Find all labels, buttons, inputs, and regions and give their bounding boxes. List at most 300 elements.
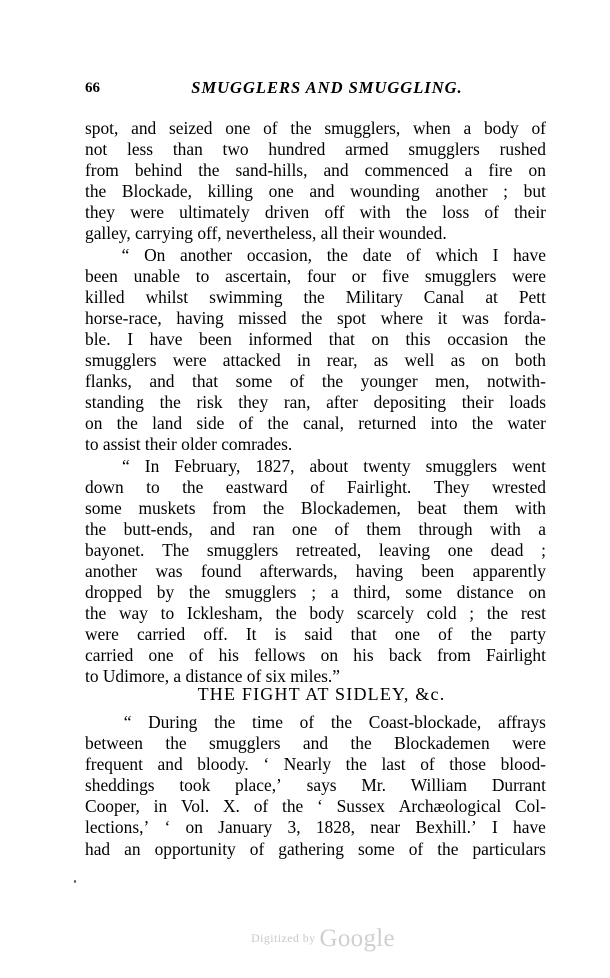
watermark-logo: Google — [319, 925, 395, 952]
word: four — [307, 265, 336, 286]
word: on — [528, 582, 546, 603]
word: and — [149, 371, 175, 392]
line-text: galley, carrying off, nevertheless, all their wounded. — [85, 223, 447, 244]
word: last — [381, 754, 406, 775]
word: of — [484, 202, 499, 223]
word: flanks, — [85, 371, 132, 392]
word: the — [85, 181, 107, 202]
word: William — [410, 775, 468, 796]
word: in — [296, 350, 311, 371]
body-text-block-after-heading — [85, 712, 546, 860]
word: the — [301, 307, 323, 328]
word: apparently — [472, 560, 546, 581]
word: the — [303, 286, 325, 307]
word: frequent — [85, 754, 143, 775]
word: afterwards, — [259, 560, 338, 581]
word: ; — [541, 539, 546, 560]
word: of — [531, 118, 546, 138]
word: rear, — [326, 350, 358, 371]
word: back — [388, 645, 422, 666]
word: ascertain, — [225, 265, 292, 286]
word: on — [320, 645, 339, 666]
word: standing — [85, 392, 144, 413]
word: Col- — [514, 796, 546, 817]
text-line — [85, 202, 546, 223]
word: bayonet. — [85, 539, 145, 560]
text-line — [85, 392, 546, 413]
word: were — [172, 350, 207, 371]
word: of — [263, 118, 278, 138]
word: one — [447, 539, 473, 560]
word: place,’ — [235, 775, 282, 796]
word: but — [523, 181, 546, 202]
word: Sussex — [336, 796, 385, 817]
word: affrays — [497, 712, 546, 732]
word: two — [222, 139, 249, 160]
word: distance — [456, 582, 514, 603]
word: were — [512, 733, 546, 754]
text-line — [85, 754, 546, 775]
word: particulars — [472, 838, 546, 859]
word: spot, — [85, 118, 119, 138]
word: with — [514, 497, 546, 518]
text-line — [85, 839, 546, 860]
word: ; — [503, 181, 509, 202]
word: hundred — [268, 139, 326, 160]
word: January — [218, 817, 273, 838]
paragraph-indent — [85, 712, 107, 733]
word: missed — [238, 307, 287, 328]
text-line — [85, 245, 546, 266]
word: ultimately — [179, 202, 250, 223]
scan-artifact-speck — [74, 880, 76, 883]
word: were — [512, 265, 546, 286]
word: side — [196, 413, 225, 434]
word: Fairlight — [486, 645, 546, 666]
word: During — [148, 712, 198, 732]
word: not — [85, 139, 108, 160]
text-line — [85, 603, 546, 624]
word: his — [353, 645, 374, 666]
word: after — [326, 392, 358, 413]
word: dropped — [85, 582, 142, 603]
word: ‘ — [263, 754, 270, 775]
word: beat — [417, 497, 447, 518]
word: men, — [435, 371, 470, 392]
text-line — [85, 775, 546, 796]
watermark-prefix: Digitized by — [251, 931, 316, 945]
word: third, — [353, 582, 391, 603]
word: says — [306, 775, 337, 796]
word: Coast-blockade, — [368, 712, 482, 732]
word: five — [382, 265, 410, 286]
text-line — [85, 350, 546, 371]
word: the — [267, 413, 289, 434]
word: Vol. — [180, 796, 210, 817]
text-line — [85, 733, 546, 754]
word: Mr. — [361, 775, 386, 796]
word: of — [406, 244, 421, 265]
word: both — [515, 350, 546, 371]
text-line — [85, 624, 546, 645]
word: them — [366, 518, 402, 539]
word: ; — [469, 603, 475, 624]
text-line — [85, 329, 546, 350]
line-text: to assist their older comrades. — [85, 434, 293, 455]
text-line — [85, 561, 546, 582]
text-line — [85, 540, 546, 561]
word: of — [249, 838, 265, 859]
word: “ — [121, 244, 130, 265]
word: 1827, — [255, 455, 295, 476]
word: They — [433, 476, 470, 497]
word: I — [492, 244, 499, 265]
word: of — [408, 838, 424, 859]
word: blood- — [500, 754, 546, 775]
word: with — [359, 202, 391, 223]
word: another — [435, 181, 488, 202]
word: ran, — [283, 392, 311, 413]
word: their — [461, 392, 494, 413]
paragraph — [85, 712, 546, 860]
text-line — [85, 413, 546, 434]
word: one — [148, 645, 174, 666]
text-line — [85, 223, 546, 244]
word: of — [188, 645, 204, 666]
word: wrested — [491, 476, 546, 497]
word: smugglers — [206, 539, 279, 560]
word: ‘ — [164, 817, 171, 838]
word: Cooper, — [85, 796, 140, 817]
word: the — [282, 796, 304, 817]
running-head — [85, 78, 545, 100]
word: the — [350, 733, 372, 754]
word: returned — [358, 413, 417, 434]
word: smugglers — [408, 139, 480, 160]
word: at — [485, 286, 498, 307]
word: armed — [345, 139, 389, 160]
word: muskets — [138, 497, 196, 518]
word: to — [146, 476, 160, 497]
word: between — [85, 733, 143, 754]
word: twenty — [363, 455, 411, 476]
word: driven — [264, 202, 310, 223]
word: fire — [488, 160, 513, 181]
word: canal, — [302, 413, 344, 434]
word: Fairlight. — [347, 476, 412, 497]
word: the — [188, 582, 211, 603]
word: smugglers — [85, 350, 157, 371]
word: leaving — [378, 539, 431, 560]
word: his — [218, 645, 239, 666]
word: Bexhill.’ — [415, 817, 477, 838]
word: to — [160, 603, 175, 624]
word: butt-ends, — [123, 518, 193, 539]
word: Canal — [423, 286, 465, 307]
body-text-block — [85, 118, 546, 688]
word: I — [127, 328, 133, 349]
word: one — [394, 624, 420, 645]
word: spot — [336, 307, 366, 328]
word: another — [180, 244, 233, 265]
word: the — [198, 160, 220, 181]
text-line — [85, 160, 546, 181]
word: wounding — [350, 181, 420, 202]
word: off. — [203, 624, 228, 645]
word: February, — [174, 455, 241, 476]
word: the — [437, 838, 459, 859]
word: as — [373, 350, 389, 371]
word: it — [437, 307, 448, 328]
word: Blockademen — [394, 733, 490, 754]
word: some — [405, 582, 442, 603]
word: ‘ — [317, 796, 323, 817]
word: or — [351, 265, 367, 286]
word: It — [245, 624, 257, 645]
word: on — [85, 413, 103, 434]
word: with — [489, 518, 521, 539]
word: occasion — [447, 328, 509, 349]
word: occasion, — [246, 244, 313, 265]
word: an — [124, 838, 141, 859]
word: the — [275, 603, 297, 624]
word: some — [85, 497, 122, 518]
text-line — [85, 519, 546, 540]
word: than — [172, 139, 203, 160]
word: have — [513, 817, 546, 838]
word: found — [200, 560, 242, 581]
text-line — [85, 266, 546, 287]
word: smugglers — [224, 582, 297, 603]
word: of — [334, 518, 350, 539]
word: ; — [311, 582, 317, 603]
word: bloody. — [197, 754, 249, 775]
word: near — [370, 817, 401, 838]
word: body — [309, 603, 345, 624]
word: behind — [134, 160, 183, 181]
text-line — [85, 477, 546, 498]
word: them — [463, 497, 499, 518]
word: informed — [248, 328, 313, 349]
word: rest — [520, 603, 546, 624]
word: Military — [345, 286, 403, 307]
word: the — [470, 624, 492, 645]
word: the — [486, 603, 509, 624]
word: and — [302, 733, 329, 754]
word: the — [182, 476, 204, 497]
word: this — [405, 328, 431, 349]
word: smugglers — [425, 455, 498, 476]
word: notwith- — [486, 371, 546, 392]
word: and — [210, 518, 236, 539]
word: been — [85, 265, 118, 286]
paragraph — [85, 245, 546, 456]
word: their — [514, 202, 546, 223]
word: the — [405, 202, 427, 223]
digitization-watermark — [0, 925, 610, 953]
word: fellows — [254, 645, 306, 666]
word: on — [185, 817, 203, 838]
word: party — [510, 624, 546, 645]
word: water — [507, 413, 546, 434]
word: of — [299, 712, 315, 732]
word: attacked — [222, 350, 281, 371]
word: they — [238, 392, 269, 413]
word: one — [268, 181, 294, 202]
word: 3, — [287, 817, 301, 838]
word: that — [328, 328, 355, 349]
word: killing — [207, 181, 253, 202]
word: some — [357, 838, 395, 859]
paragraph — [85, 118, 546, 245]
text-line — [85, 287, 546, 308]
word: one — [292, 518, 318, 539]
word: carried — [136, 624, 186, 645]
word: some — [235, 371, 273, 392]
text-line — [85, 712, 546, 733]
word: and — [309, 181, 335, 202]
paragraph-indent — [85, 245, 107, 266]
word: sand-hills, — [235, 160, 308, 181]
word: less — [126, 139, 154, 160]
word: a — [464, 160, 473, 181]
word: on — [371, 328, 389, 349]
word: smugglers, — [324, 118, 401, 138]
word: and — [157, 754, 183, 775]
line-text: to Udimore, a distance of six miles.” — [85, 666, 341, 687]
word: been — [421, 560, 455, 581]
word: forda- — [503, 307, 546, 328]
word: The — [162, 539, 190, 560]
text-line — [85, 181, 546, 202]
word: 1828, — [315, 817, 355, 838]
word: been — [199, 328, 232, 349]
word: was — [461, 307, 489, 328]
word: by — [156, 582, 175, 603]
word: Blockade, — [121, 181, 192, 202]
word: on — [481, 350, 499, 371]
word: commenced — [364, 160, 449, 181]
text-line — [85, 118, 546, 139]
word: I — [491, 817, 498, 838]
page-number: 66 — [85, 80, 100, 96]
word: of — [238, 413, 254, 434]
word: younger — [360, 371, 418, 392]
word: the — [330, 712, 353, 732]
word: of — [289, 371, 305, 392]
word: depositing — [373, 392, 447, 413]
word: took — [179, 775, 211, 796]
word: loss — [442, 202, 470, 223]
word: rushed — [499, 139, 546, 160]
word: went — [512, 455, 546, 476]
word: Blockademen, — [300, 497, 401, 518]
word: a — [538, 518, 546, 539]
word: Archæological — [398, 796, 502, 817]
word: a — [463, 118, 472, 138]
word: “ — [122, 455, 130, 476]
word: have — [513, 244, 546, 265]
word: on — [528, 160, 546, 181]
word: retreated, — [296, 539, 362, 560]
word: the — [159, 392, 181, 413]
word: that — [192, 371, 219, 392]
word: from — [212, 497, 247, 518]
word: where — [380, 307, 424, 328]
word: when — [413, 118, 451, 138]
word: the — [85, 603, 107, 624]
word: and — [131, 118, 157, 138]
word: dead — [490, 539, 524, 560]
word: the — [321, 371, 344, 392]
word: sheddings — [85, 775, 155, 796]
word: of — [420, 754, 435, 775]
word: that — [350, 624, 377, 645]
word: carried — [85, 645, 134, 666]
word: to — [195, 265, 210, 286]
text-line — [85, 434, 546, 455]
word: risk — [196, 392, 223, 413]
word: Pett — [518, 286, 546, 307]
word: having — [355, 560, 404, 581]
word: the — [326, 244, 348, 265]
word: having — [176, 307, 224, 328]
word: On — [144, 244, 166, 265]
word: the — [345, 754, 367, 775]
word: the — [85, 518, 107, 539]
word: horse-race, — [85, 307, 162, 328]
word: said — [304, 624, 333, 645]
word: they — [85, 202, 115, 223]
word: as — [450, 350, 466, 371]
word: the — [524, 328, 546, 349]
word: a — [330, 582, 339, 603]
word: X. — [222, 796, 240, 817]
word: well — [404, 350, 435, 371]
word: date — [362, 244, 392, 265]
section-heading: THE FIGHT AT SIDLEY, &c. — [197, 684, 446, 704]
word: have — [149, 328, 183, 349]
word: which — [435, 244, 478, 265]
word: the — [262, 497, 285, 518]
word: land — [152, 413, 183, 434]
word: off — [324, 202, 345, 223]
word: unable — [133, 265, 180, 286]
word: and — [323, 160, 349, 181]
word: was — [155, 560, 183, 581]
word: Icklesham, — [186, 603, 263, 624]
word: about — [309, 455, 349, 476]
word: loads — [509, 392, 546, 413]
word: another — [85, 560, 138, 581]
word: the — [471, 413, 494, 434]
text-line — [85, 582, 546, 603]
paragraph — [85, 456, 546, 688]
word: Durrant — [491, 775, 546, 796]
word: down — [85, 476, 124, 497]
word: opportunity — [154, 838, 236, 859]
word: were — [85, 624, 119, 645]
text-line — [85, 308, 546, 329]
word: the — [116, 413, 138, 434]
word: ble. — [85, 328, 111, 349]
word: In — [144, 455, 160, 476]
text-line — [85, 498, 546, 519]
word: killed — [85, 286, 125, 307]
word: way — [118, 603, 148, 624]
word: gathering — [278, 838, 344, 859]
word: the — [165, 733, 187, 754]
